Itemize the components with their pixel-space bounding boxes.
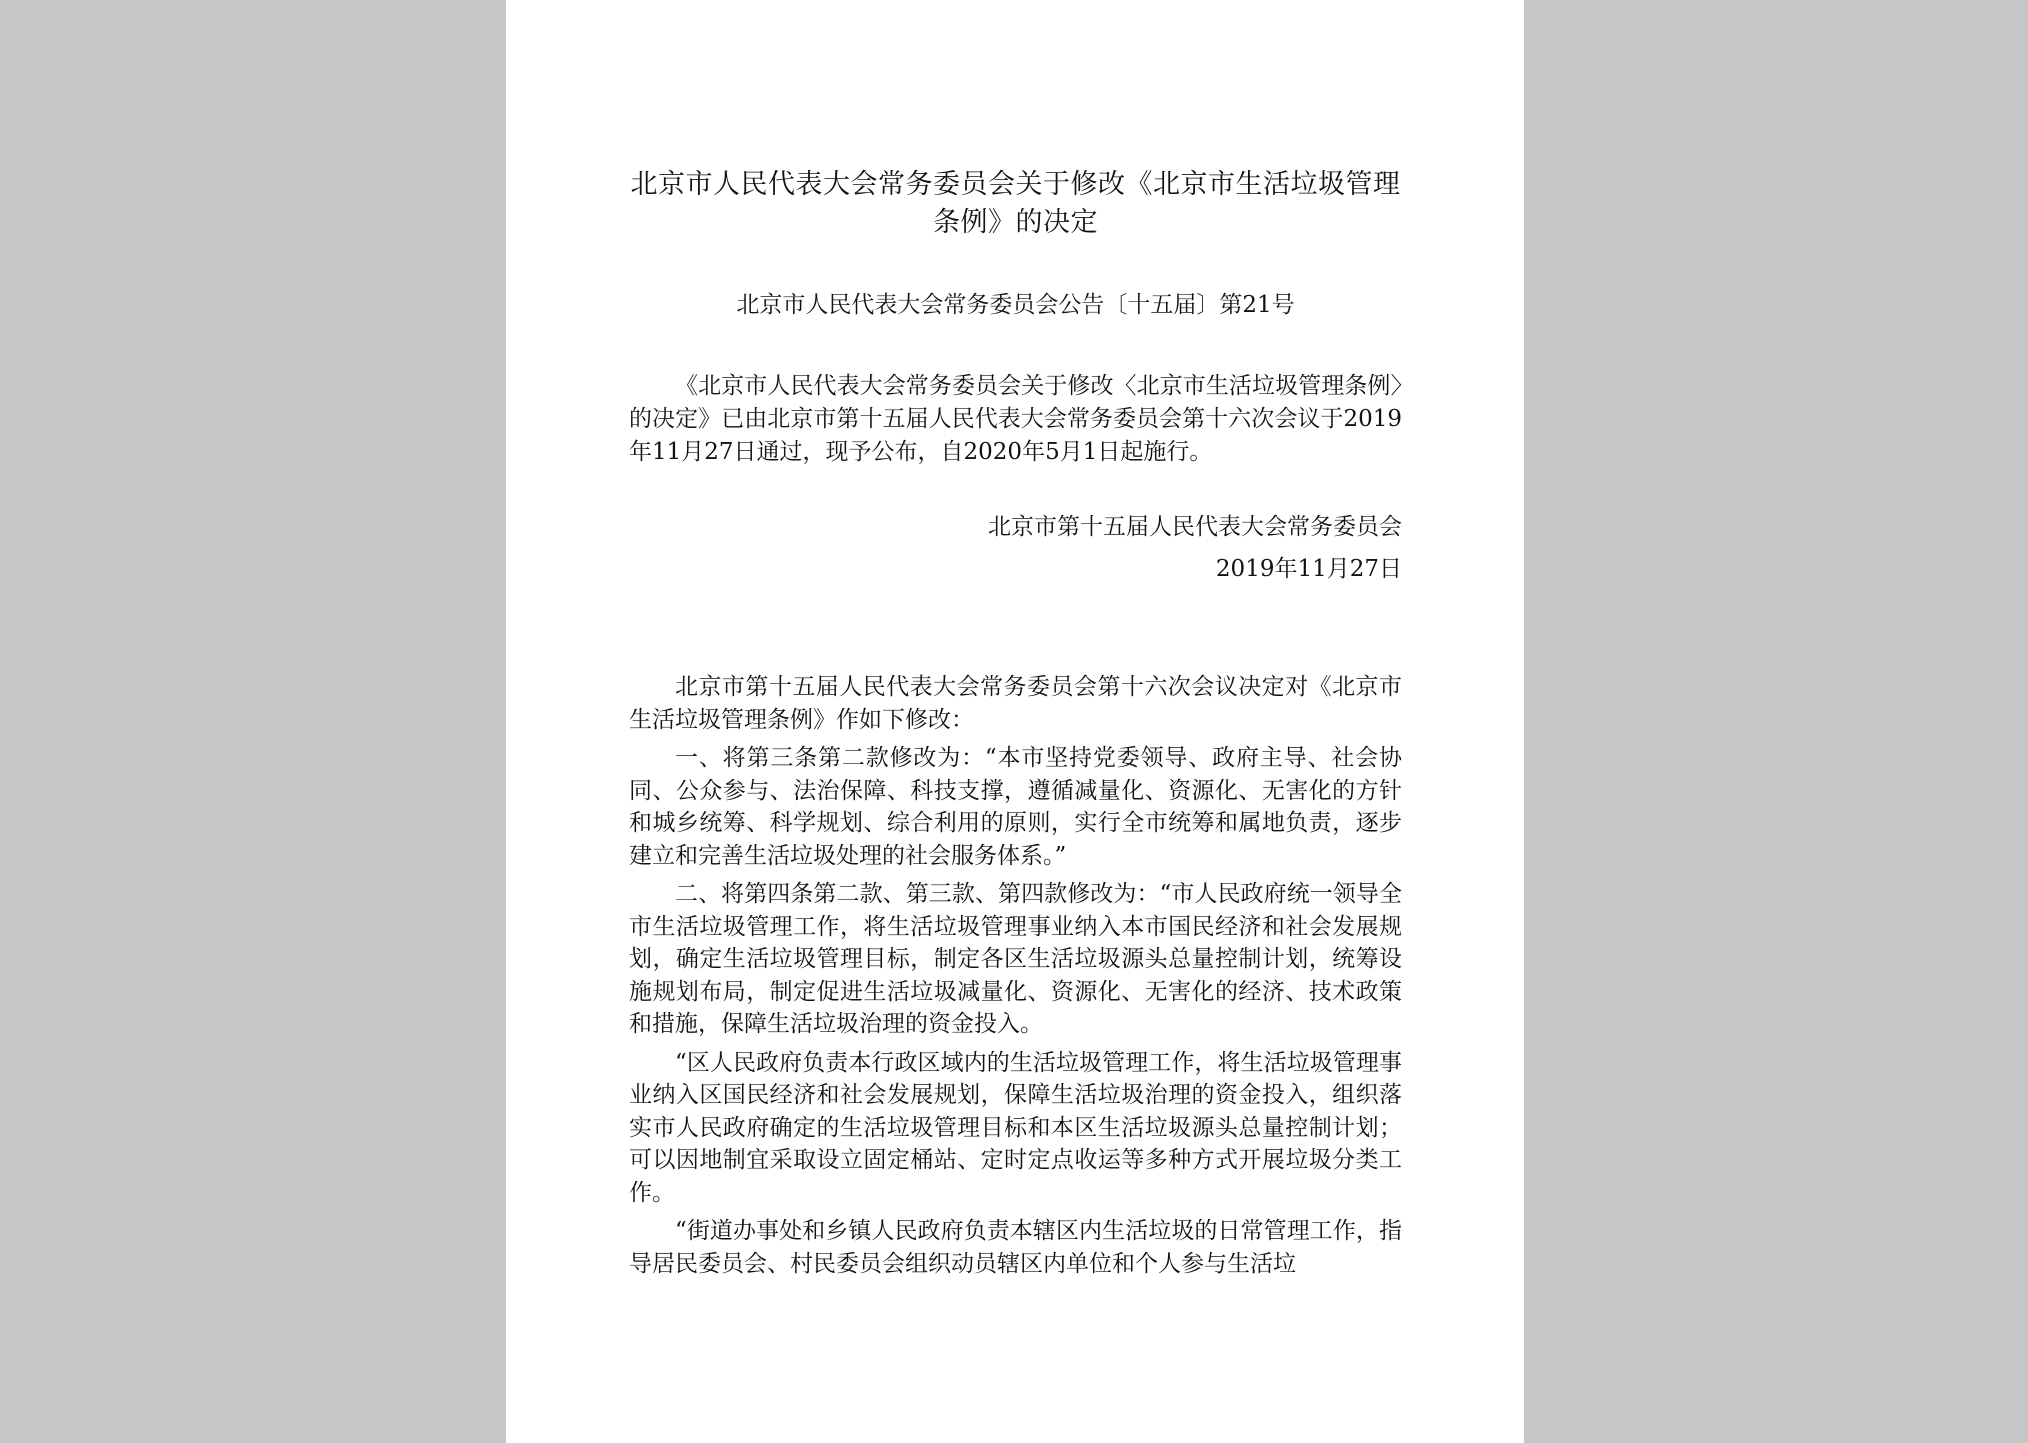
- issue-date: 2019年11月27日: [1215, 556, 1402, 582]
- document-page: [506, 0, 1524, 1443]
- body-paragraph: 二、将第四条第二款、第三款、第四款修改为：“市人民政府统一领导全市生活垃圾管理工作，将生活垃圾管理事业纳入本市国民经济和社会发展规划，确定生活垃圾管理目标，制定各区生活垃圾源头总量控制计划，统筹设施规划布局，制定促进生活垃圾减量化、资源化、无害化的经济、技术政策和措施，保障生活垃圾治理的资金投入。: [629, 881, 1402, 1037]
- notice-number: 北京市人民代表大会常务委员会公告〔十五届〕第21号: [736, 292, 1295, 318]
- issuer-name: 北京市第十五届人民代表大会常务委员会: [988, 514, 1402, 540]
- body-paragraph: “区人民政府负责本行政区域内的生活垃圾管理工作，将生活垃圾管理事业纳入区国民经济和社会发展规划，保障生活垃圾治理的资金投入，组织落实市人民政府确定的生活垃圾管理目标和本区生活垃圾源头总量控制计划；可以因地制宜采取设立固定桶站、定时定点收运等多种方式开展垃圾分类工作。: [629, 1049, 1402, 1206]
- body-paragraph: “街道办事处和乡镇人民政府负责本辖区内生活垃圾的日常管理工作，指导居民委员会、村民委员会组织动员辖区内单位和个人参与生活垃: [629, 1218, 1402, 1277]
- body-paragraph: 一、将第三条第二款修改为：“本市坚持党委领导、政府主导、社会协同、公众参与、法治保障、科技支撑，遵循减量化、资源化、无害化的方针和城乡统筹、科学规划、综合利用的原则，实行全市统筹和属地负责，逐步建立和完善生活垃圾处理的社会服务体系。”: [629, 745, 1402, 869]
- decision-body: [629, 671, 1402, 1286]
- intro-paragraph: 《北京市人民代表大会常务委员会关于修改〈北京市生活垃圾管理条例〉的决定》已由北京市第十五届人民代表大会常务委员会第十六次会议于2019年11月27日通过，现予公布，自2020年5月1日起施行。: [629, 373, 1402, 465]
- body-paragraph: 北京市第十五届人民代表大会常务委员会第十六次会议决定对《北京市生活垃圾管理条例》作如下修改：: [629, 674, 1402, 733]
- document-title: 北京市人民代表大会常务委员会关于修改《北京市生活垃圾管理条例》的决定: [630, 169, 1401, 238]
